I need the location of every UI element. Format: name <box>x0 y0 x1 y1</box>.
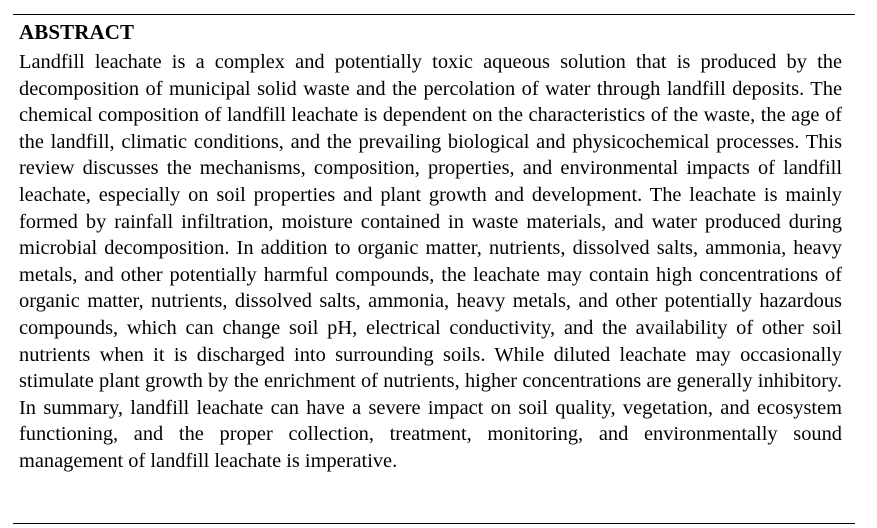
abstract-heading: ABSTRACT <box>19 20 135 44</box>
abstract-section <box>13 14 855 524</box>
abstract-body: Landfill leachate is a complex and potentially toxic aqueous solution that is produced by the decomposition of municipal solid waste and the percolation of water through landfill deposits. The chemical composition of landfill leachate is dependent on the characteristics of the waste, the age of the landfill, climatic conditions, and the prevailing biological and physicochemical processes. This review discusses the mechanisms, composition, properties, and environmental impacts of landfill leachate, especially on soil properties and plant growth and development. The leachate is mainly formed by rainfall infiltration, moisture contained in waste materials, and water produced during microbial decomposition. In addition to organic matter, nutrients, dissolved salts, ammonia, heavy metals, and other potentially harmful compounds, the leachate may contain high concentrations of organic matter, nutrients, dissolved salts, ammonia, heavy metals, and other potentially hazardous compounds, which can change soil pH, electrical conductivity, and the availability of other soil nutrients when it is discharged into surrounding soils. While diluted leachate may occasionally stimulate plant growth by the enrichment of nutrients, higher concentrations are generally inhibitory. In summary, landfill leachate can have a severe impact on soil quality, vegetation, and ecosystem functioning, and the proper collection, treatment, monitoring, and environmentally sound management of landfill leachate is imperative. <box>19 51 842 472</box>
